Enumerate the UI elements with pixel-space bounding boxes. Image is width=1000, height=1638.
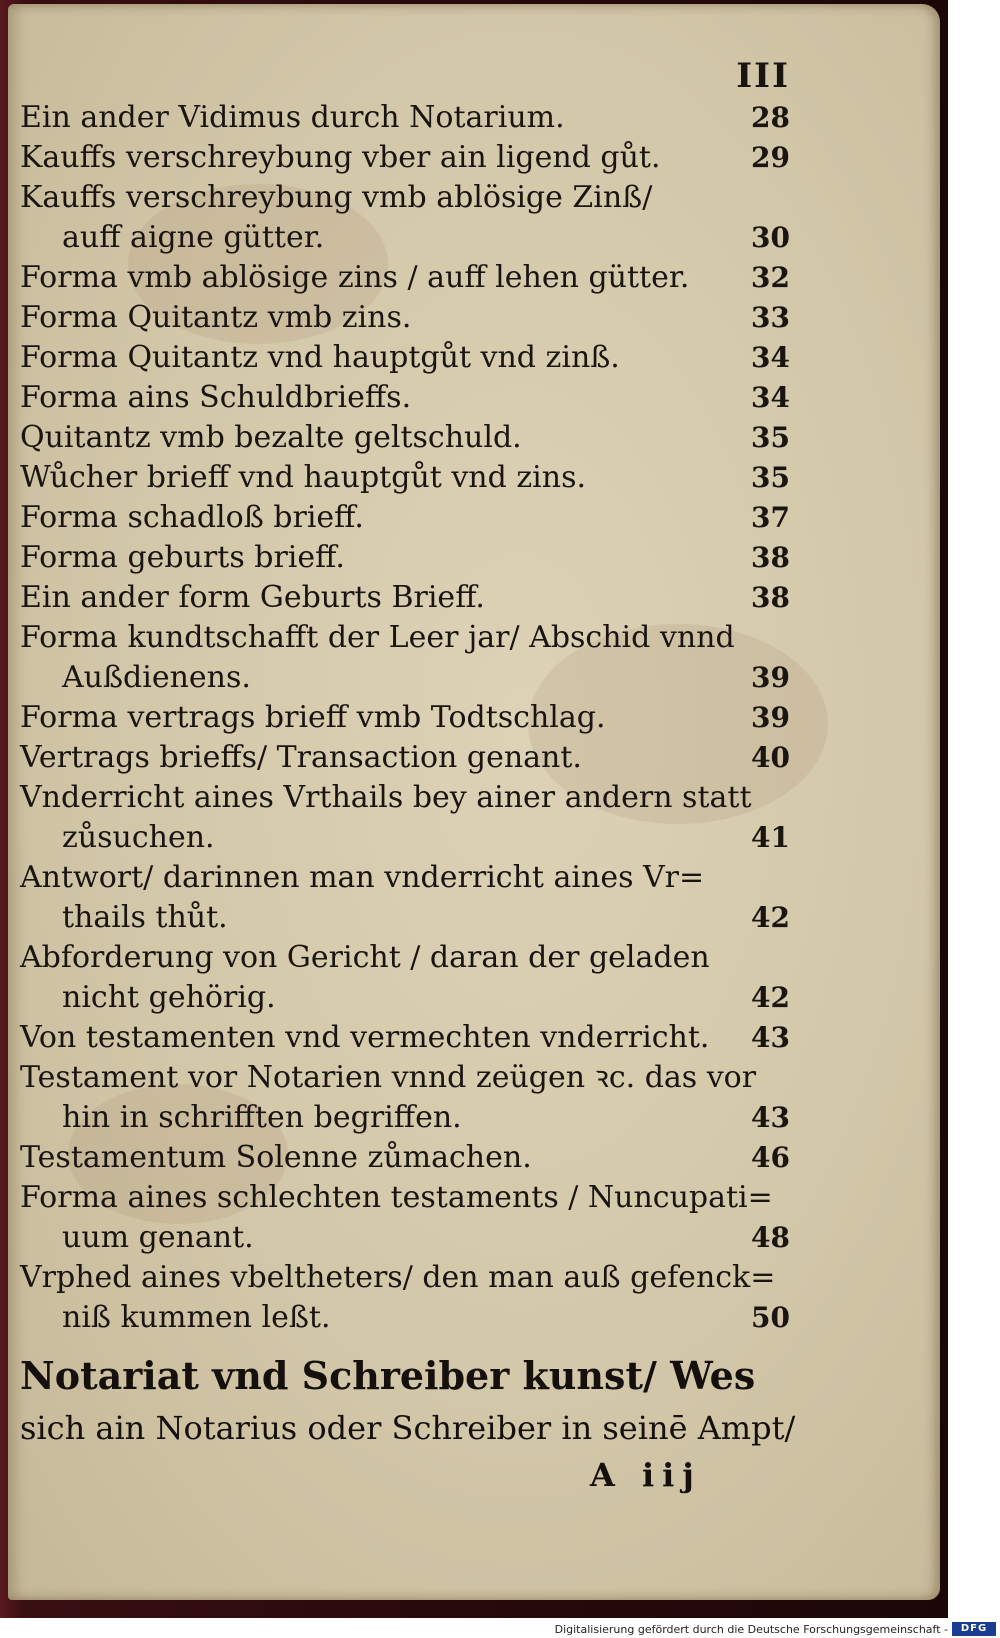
toc-entry-title: Forma Quitantz vmb zins. <box>20 300 412 335</box>
toc-entry-title: Vnderricht aines Vrthails bey ainer andern statt <box>20 780 752 815</box>
toc-entry <box>20 1258 790 1338</box>
section-heading <box>20 1350 800 1454</box>
toc-entry-title: Vrphed aines vbeltheters/ den man auß gefenck= <box>20 1260 776 1295</box>
toc-entry <box>20 338 790 378</box>
toc-entry-title: Kauffs verschreybung vber ain ligend gůt. <box>20 140 661 175</box>
toc-entry-page-number: 50 <box>751 1301 790 1334</box>
toc-entry-title: Forma ains Schuldbrieffs. <box>20 380 412 415</box>
toc-entry-continuation: auff aigne gütter. <box>62 220 325 255</box>
toc-entry-page-number: 34 <box>751 381 790 414</box>
toc-entry <box>20 258 790 298</box>
toc-entry-continuation: Außdienens. <box>62 660 251 695</box>
toc-entry-page-number: 37 <box>751 501 790 534</box>
toc-entry-title: Abforderung von Gericht / daran der geladen <box>20 940 710 975</box>
toc-entry <box>20 538 790 578</box>
toc-entry <box>20 498 790 538</box>
digitization-credit: Digitalisierung gefördert durch die Deutsche Forschungsgemeinschaft - <box>554 1623 948 1636</box>
toc-entry <box>20 1018 790 1058</box>
toc-entry <box>20 1058 790 1138</box>
toc-entry-title: Kauffs verschreybung vmb ablösige Zinß/ <box>20 180 653 215</box>
toc-entry-continuation: uum genant. <box>62 1220 254 1255</box>
toc-entry-page-number: 32 <box>751 261 790 294</box>
toc-entry <box>20 738 790 778</box>
folio-number: III <box>736 56 790 96</box>
toc-entry-title: Forma vmb ablösige zins / auff lehen gütter. <box>20 260 690 295</box>
toc-entry-page-number: 29 <box>751 141 790 174</box>
toc-entry-page-number: 38 <box>751 541 790 574</box>
toc-entry <box>20 418 790 458</box>
toc-entry-page-number: 33 <box>751 301 790 334</box>
toc-entry-title: Forma aines schlechten testaments / Nuncupati= <box>20 1180 773 1215</box>
toc-entry-page-number: 39 <box>751 701 790 734</box>
toc-entry <box>20 378 790 418</box>
toc-entry-page-number: 41 <box>751 821 790 854</box>
toc-entry-continuation: thails thůt. <box>62 900 228 935</box>
toc-entry-page-number: 43 <box>751 1101 790 1134</box>
toc-entry-page-number: 42 <box>751 981 790 1014</box>
toc-entry <box>20 1178 790 1258</box>
toc-entry-title: Antwort/ darinnen man vnderricht aines Vr= <box>20 860 705 895</box>
heading-line-1: Notariat vnd Schreiber kunst/ Wes <box>20 1353 756 1398</box>
toc-entry-continuation: zůsuchen. <box>62 820 215 855</box>
toc-entry-page-number: 42 <box>751 901 790 934</box>
toc-entry-title: Forma Quitantz vnd hauptgůt vnd zinß. <box>20 340 620 375</box>
toc-entry <box>20 858 790 938</box>
toc-entry-title: Ein ander Vidimus durch Notarium. <box>20 100 565 135</box>
toc-entry-page-number: 39 <box>751 661 790 694</box>
book-page <box>8 4 940 1600</box>
toc-entry-title: Forma vertrags brieff vmb Todtschlag. <box>20 700 606 735</box>
signature-mark: A iij <box>590 1456 702 1494</box>
toc-entry <box>20 938 790 1018</box>
toc-entry <box>20 98 790 138</box>
toc-entry-continuation: nicht gehörig. <box>62 980 276 1015</box>
toc-entry <box>20 178 790 258</box>
toc-entry-page-number: 40 <box>751 741 790 774</box>
heading-line-2: sich ain Notarius oder Schreiber in seinē Ampt/ <box>20 1409 796 1447</box>
toc-entry-title: Von testamenten vnd vermechten vnderricht. <box>20 1020 710 1055</box>
toc-entry <box>20 138 790 178</box>
toc-entry-page-number: 43 <box>751 1021 790 1054</box>
toc-entry-continuation: hin in schrifften begriffen. <box>62 1100 462 1135</box>
toc-entry <box>20 298 790 338</box>
toc-entry-page-number: 38 <box>751 581 790 614</box>
toc-entry <box>20 458 790 498</box>
toc-entry <box>20 1138 790 1178</box>
toc-entry-page-number: 30 <box>751 221 790 254</box>
toc-entry-title: Forma schadloß brieff. <box>20 500 364 535</box>
toc-entry <box>20 618 790 698</box>
toc-entry-page-number: 35 <box>751 461 790 494</box>
toc-entry-page-number: 35 <box>751 421 790 454</box>
toc-entry-title: Forma geburts brieff. <box>20 540 345 575</box>
toc-entry-page-number: 46 <box>751 1141 790 1174</box>
toc-entry-title: Quitantz vmb bezalte geltschuld. <box>20 420 522 455</box>
toc-entry-continuation: niß kummen leßt. <box>62 1300 331 1335</box>
toc-entry-title: Testament vor Notarien vnnd zeügen ꝛc. das vor <box>20 1060 757 1095</box>
toc-entry-page-number: 34 <box>751 341 790 374</box>
toc-entry-title: Vertrags brieffs/ Transaction genant. <box>20 740 582 775</box>
toc-entry-title: Forma kundtschafft der Leer jar/ Abschid vnnd <box>20 620 735 655</box>
toc-entry <box>20 698 790 738</box>
toc-entry-title: Testamentum Solenne zůmachen. <box>20 1140 532 1175</box>
toc-entry-page-number: 28 <box>751 101 790 134</box>
toc-entry <box>20 778 790 858</box>
toc-entry-page-number: 48 <box>751 1221 790 1254</box>
dfg-logo: DFG <box>952 1622 996 1636</box>
toc-entry-title: Ein ander form Geburts Brieff. <box>20 580 485 615</box>
toc-entry <box>20 578 790 618</box>
toc-entry-title: Wůcher brieff vnd hauptgůt vnd zins. <box>20 460 587 495</box>
table-of-contents <box>20 98 790 1338</box>
